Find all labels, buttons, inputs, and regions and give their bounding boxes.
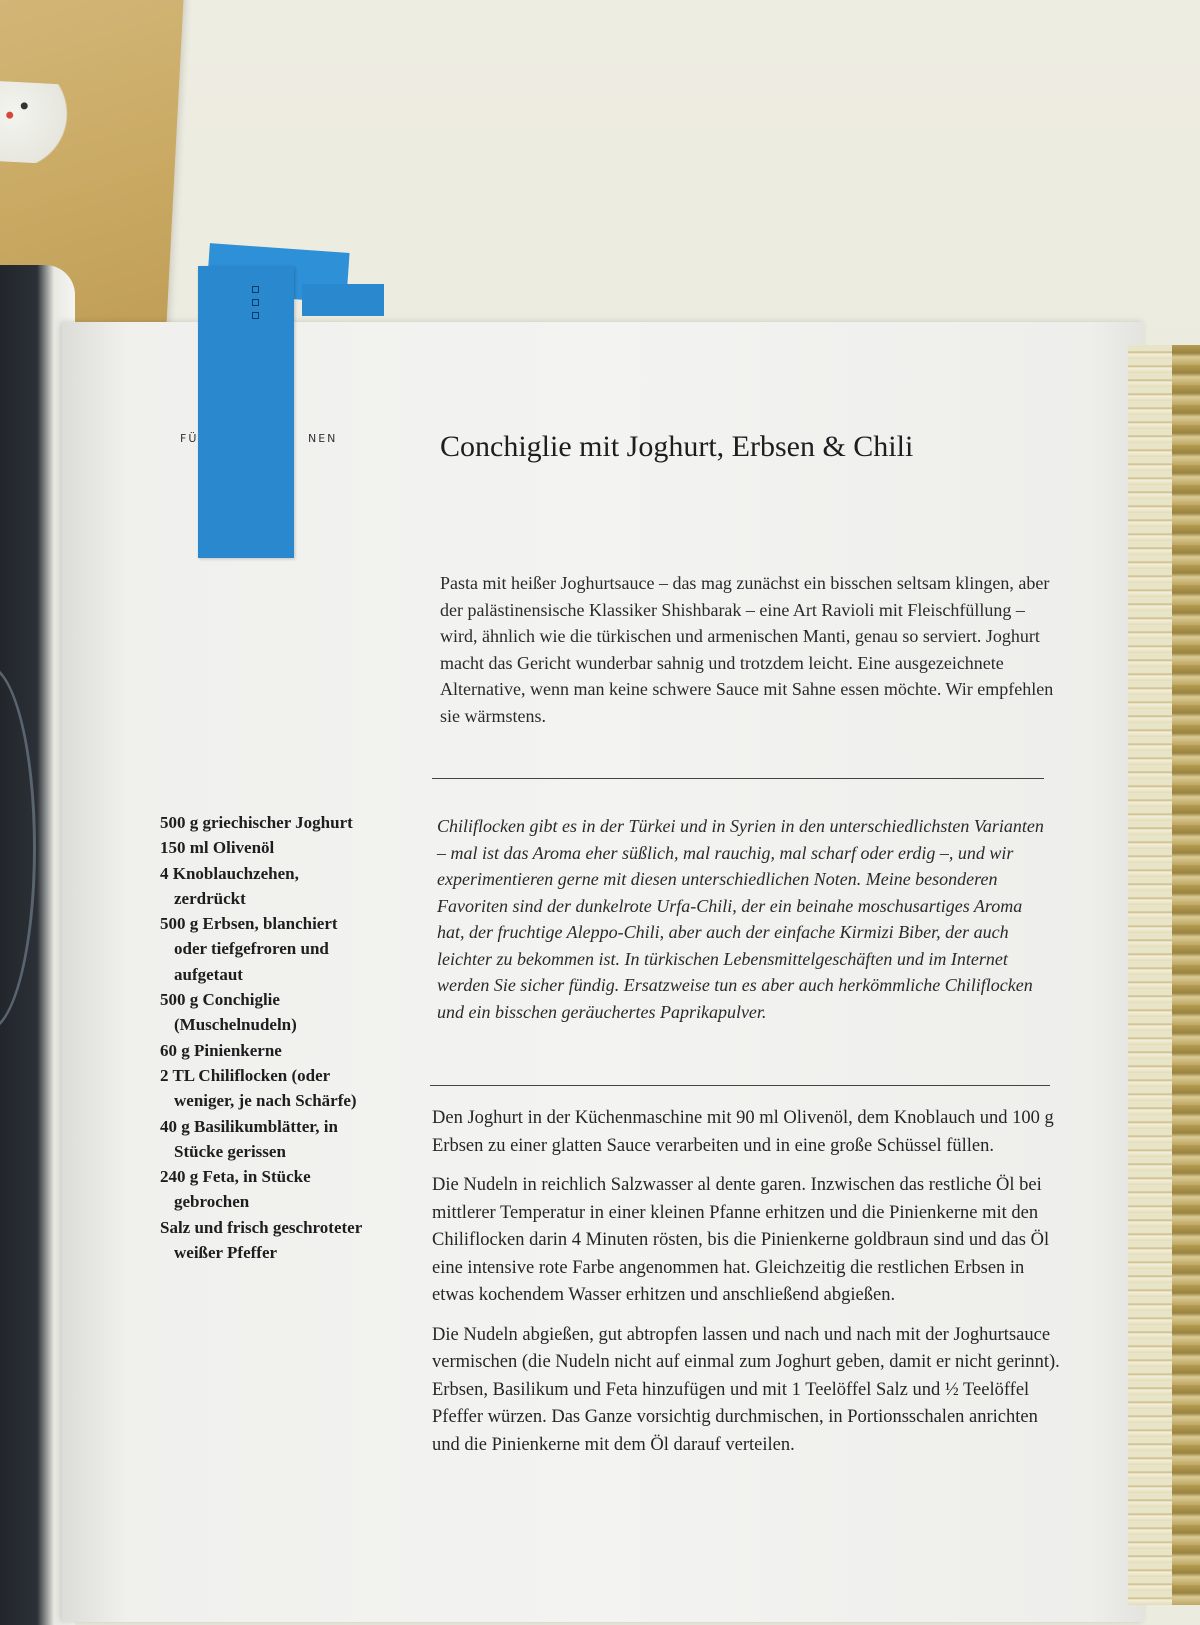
ingredient-item <box>160 810 410 835</box>
plate-image <box>0 665 36 1031</box>
ingredient-item <box>160 835 410 860</box>
ingredient-item <box>160 987 410 1038</box>
section-label <box>180 432 338 445</box>
section-label-start: FÜ <box>180 432 199 445</box>
recipe-title: Conchiglie mit Joghurt, Erbsen & Chili <box>440 430 914 463</box>
divider-2 <box>430 1085 1050 1086</box>
ingredient-item <box>160 1114 410 1165</box>
page-edges <box>1128 345 1200 1605</box>
bookmark-tab-fold <box>302 284 384 316</box>
ingredient-line: 500 g griechischer Joghurt <box>160 813 353 832</box>
step-1: Den Joghurt in der Küchenmaschine mit 90 ml Olivenöl, dem Knoblauch und 100 g Erbsen zu einer glatten Sauce verarbeiten und in eine große Schüssel füllen. <box>432 1108 1054 1156</box>
step-2: Die Nudeln in reichlich Salzwasser al dente garen. Inzwischen das restliche Öl bei mittlerer Temperatur in einer kleinen Pfanne erhitzen und die Pinienkerne mit den Chiliflocken darin 4 Minuten rösten, bis die Pinienkerne goldbraun sind und das Öl eine intensive rote Farbe angenommen hat. Gleichzeitig die restlichen Erbsen in etwas kochendem Wasser erhitzen und anschließend abgießen. <box>432 1175 1050 1305</box>
sticker <box>0 80 74 165</box>
ingredient-line: oder tiefgefroren und <box>174 939 329 959</box>
ingredient-line: Salz und frisch geschroteter <box>160 1217 363 1237</box>
recipe-intro: Pasta mit heißer Joghurtsauce – das mag zunächst ein bisschen seltsam klingen, aber der palästinensische Klassiker Shishbarak – eine Art Ravioli mit Fleischfüllung – wird, ähnlich wie die türkischen und armenischen Manti, genau so serviert. Joghurt macht das Gericht wunderbar sahnig und trotzdem leicht. Eine ausgezeichnete Alternative, wenn man keine schwere Sauce mit Sahne essen möchte. Wir empfehlen sie wärmstens. <box>440 573 1054 726</box>
chili-note: Chiliflocken gibt es in der Türkei und in Syrien in den unterschiedlichsten Varianten – mal ist das Aroma eher süßlich, mal rauchig, mal scharf oder erdig –, und wir experimentieren gerne mit diesen unterschiedlichen Noten. Meine besonderen Favoriten sind der dunkelrote Urfa-Chili, der ein beinahe moschusartiges Aroma hat, der fruchtige Aleppo-Chili, aber auch der einfache Kirmizi Biber, der auch leichter zu bekommen ist. In türkischen Lebensmittelgeschäften und im Internet werden Sie sicher fündig. Ersatzweise tun es aber auch herkömmliche Chiliflocken und ein bisschen geräuchertes Paprikapulver. <box>437 816 1044 1022</box>
ingredient-line: 60 g Pinienkerne <box>160 1040 282 1060</box>
divider-1 <box>432 778 1044 779</box>
ingredient-line: 2 TL Chiliflocken (oder <box>160 1065 331 1085</box>
ingredient-line: (Muschelnudeln) <box>174 1015 297 1035</box>
ingredient-line: 150 ml Olivenöl <box>160 838 275 858</box>
ingredient-line: aufgetaut <box>174 964 243 984</box>
ingredient-item <box>160 1063 410 1114</box>
ingredient-line: Stücke gerissen <box>174 1141 286 1161</box>
section-label-end: NEN <box>308 432 338 445</box>
ingredient-line: 500 g Conchiglie <box>160 990 280 1010</box>
ingredient-line: 4 Knoblauchzehen, <box>160 863 299 883</box>
recipe-steps <box>432 1105 1062 1471</box>
ingredient-item <box>160 911 410 987</box>
ingredient-line: zerdrückt <box>174 888 246 908</box>
ingredient-item <box>160 1164 410 1215</box>
ingredient-list <box>160 810 410 1265</box>
ingredient-line: weniger, je nach Schärfe) <box>174 1091 357 1111</box>
tab-perforation <box>252 286 260 325</box>
ingredient-line: 40 g Basilikumblätter, in <box>160 1116 338 1136</box>
ingredient-line: gebrochen <box>174 1192 250 1212</box>
ingredient-line: 500 g Erbsen, blanchiert <box>160 914 338 934</box>
bookmark-tab[interactable] <box>198 266 294 558</box>
ingredient-line: weißer Pfeffer <box>174 1243 278 1263</box>
ingredient-line: 240 g Feta, in Stücke <box>160 1167 311 1187</box>
step-3: Die Nudeln abgießen, gut abtropfen lassen und nach und nach mit der Joghurtsauce vermischen (die Nudeln nicht auf einmal zum Joghurt geben, damit er nicht gerinnt). Erbsen, Basilikum und Feta hinzufügen und mit 1 Teelöffel Salz und ½ Teelöffel Pfeffer würzen. Das Ganze vorsichtig durchmischen, in Portionsschalen anrichten und die Pinienkerne mit dem Öl darauf verteilen. <box>432 1324 1060 1455</box>
ingredient-item <box>160 1215 410 1266</box>
ingredient-item <box>160 861 410 912</box>
ingredient-item <box>160 1038 410 1063</box>
